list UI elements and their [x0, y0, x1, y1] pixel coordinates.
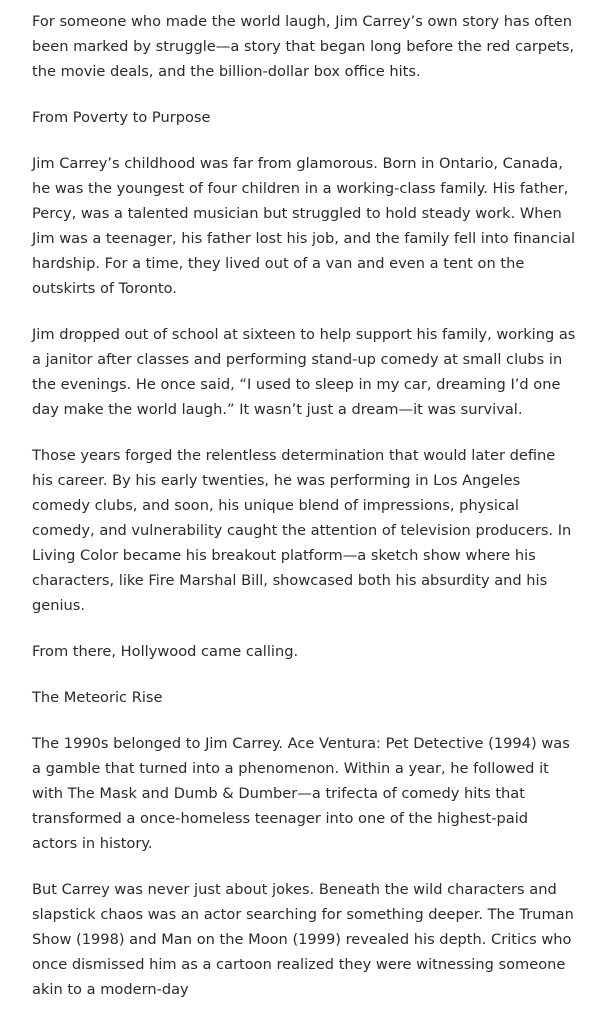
- hollywood-paragraph: From there, Hollywood came calling.: [32, 643, 299, 660]
- intro-paragraph: For someone who made the world laugh, Jim Carrey’s own story has often been marked by struggle—a story that began long before the red carpets, the movie deals, and the billion-dollar box office hits.: [32, 13, 575, 80]
- dropout-paragraph: Jim dropped out of school at sixteen to help support his family, working as a janitor after classes and performing stand-up comedy at small clubs in the evenings. He once said, “I used to sleep in my car, dreaming I’d one day make the world laugh.” It wasn’t just a dream—it was survival.: [32, 326, 576, 418]
- depth-paragraph: But Carrey was never just about jokes. Beneath the wild characters and slapstick chaos was an actor searching for something deeper. The Truman Show (1998) and Man on the Moon (1999) revealed his depth. Critics who once dismissed him as a cartoon realized they were witnessing someone akin to a modern-day: [32, 881, 574, 998]
- childhood-paragraph: Jim Carrey’s childhood was far from glamorous. Born in Ontario, Canada, he was the youngest of four children in a working-class family. His father, Percy, was a talented musician but struggled to hold steady work. When Jim was a teenager, his father lost his job, and the family fell into financial hardship. For a time, they lived out of a van and even a tent on the outskirts of Toronto.: [32, 155, 576, 297]
- section-heading-poverty-to-purpose: From Poverty to Purpose: [32, 109, 211, 126]
- article-body: [32, 9, 577, 1023]
- section-heading-meteoric-rise: The Meteoric Rise: [32, 689, 163, 706]
- nineties-paragraph: The 1990s belonged to Jim Carrey. Ace Ventura: Pet Detective (1994) was a gamble that turned into a phenomenon. Within a year, he followed it with The Mask and Dumb & Dumber—a trifecta of comedy hits that transformed a once-homeless teenager into one of the highest-paid actors in history.: [32, 735, 570, 852]
- determination-paragraph: Those years forged the relentless determination that would later define his career. By his early twenties, he was performing in Los Angeles comedy clubs, and soon, his unique blend of impressions, physical comedy, and vulnerability caught the attention of television producers. In Living Color became his breakout platform—a sketch show where his characters, like Fire Marshal Bill, showcased both his absurdity and his genius.: [32, 447, 572, 614]
